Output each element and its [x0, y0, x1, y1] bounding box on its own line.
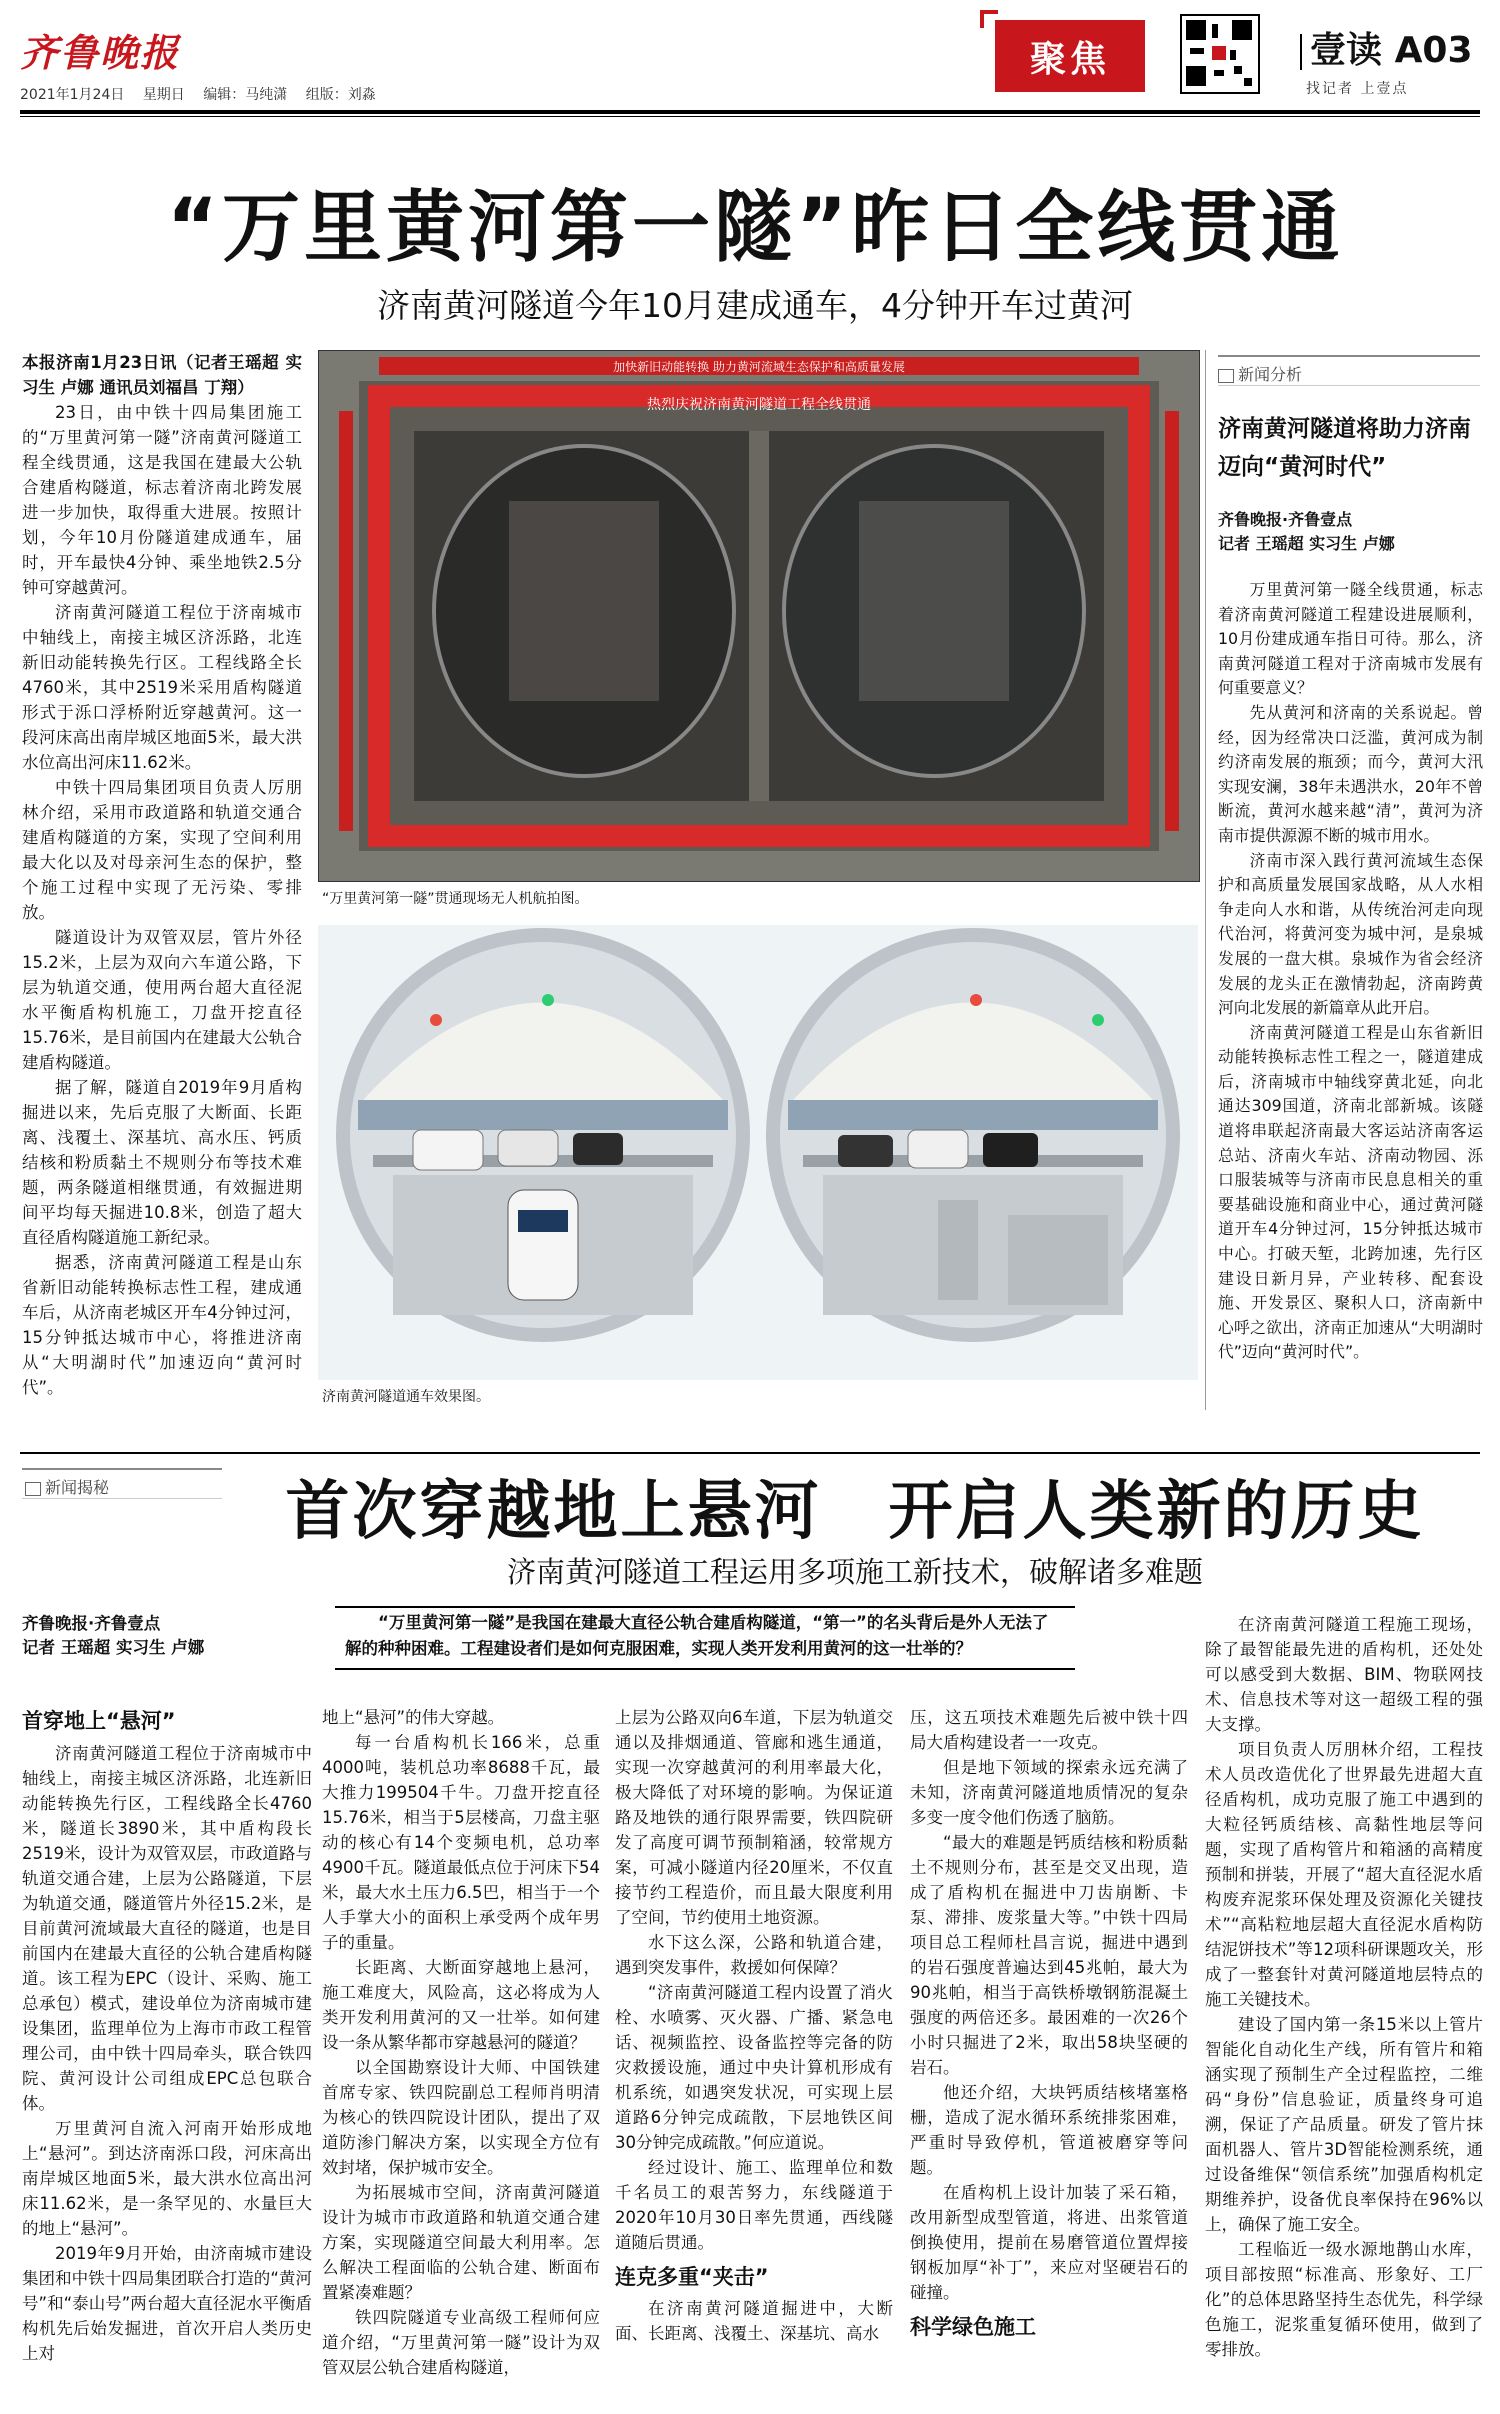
feature-paragraph: 2019年9月开始，由济南城市建设集团和中铁十四局集团联合打造的“黄河号”和“泰山号”两台超大直径泥水平衡盾构机先后始发掘进，首次开启人类历史上对 [22, 2244, 312, 2363]
feature-column-3 [615, 1705, 893, 2346]
banner-text: 加快新旧动能转换 助力黄河流域生态保护和高质量发展 [613, 360, 905, 374]
photo-caption: “万里黄河第一隧”贯通现场无人机航拍图。 [322, 891, 589, 907]
feature-paragraph: 压，这五项技术难题先后被中铁十四局大盾构建设者一一攻克。 [910, 1708, 1188, 1752]
article-paragraph: 济南黄河隧道工程位于济南城市中轴线上，南接主城区济泺路，北连新旧动能转换先行区。工程线路全长4760米，其中2519米采用盾构隧道形式于泺口浮桥附近穿越黄河。这一段河床高出南岸城区地面5米，最大洪水位高出河床11.62米。 [22, 603, 302, 772]
analysis-tag [1218, 362, 1302, 385]
feature-paragraph: “最大的难题是钙质结核和粉质黏土不规则分布，甚至是交叉出现，造成了盾构机在掘进中刀齿崩断、卡泵、滞排、废浆量大等。”中铁十四局项目总工程师杜昌言说，掘进中遇到的岩石强度普遍达到45兆帕，最大为90兆帕，相当于高铁桥墩钢筋混凝土强度的两倍还多。最困难的一次26个小时只掘进了2米，取出58块坚硬的岩石。 [910, 1833, 1188, 2077]
layout-credit: 组版：刘淼 [305, 87, 376, 103]
article-paragraph: 中铁十四局集团项目负责人厉朋林介绍，采用市政道路和轨道交通合建盾构隧道的方案，实现了空间利用最大化以及对母亲河生态的保护，整个施工过程中实现了无污染、零排放。 [22, 778, 302, 922]
photo-caption: 济南黄河隧道通车效果图。 [322, 1389, 490, 1405]
feature-paragraph: 济南黄河隧道工程位于济南城市中轴线上，南接主城区济泺路，北连新旧动能转换先行区，工程线路全长4760米，隧道长3890米，其中盾构段长2519米，设计为双管双层，市政道路与轨道交通合建，上层为公路隧道，下层为轨道交通，隧道管片外径15.2米，是目前黄河流域最大直径的隧道，也是目前国内在建最大直径的公轨合建盾构隧道。该工程为EPC（设计、采购、施工总承包）模式，建设单位为济南城市建设集团，监理单位为上海市市政工程管理公司，由中铁十四局牵头，联合铁四院、黄河设计公司组成EPC总包联合体。 [22, 1744, 312, 2113]
feature-headline: 首次穿越地上悬河 开启人类新的历史 [285, 1475, 1425, 1549]
feature-paragraph: 每一台盾构机长166米，总重4000吨，装机总功率8688千瓦，最大推力199504千牛。刀盘开挖直径15.76米，相当于5层楼高，刀盘主驱动的核心有14个变频电机，总功率4900千瓦。隧道最低点位于河床下54米，最大水土压力6.5巴，相当于一个人手掌大小的面积上承受两个成年男子的重量。 [322, 1733, 600, 1952]
feature-paragraph: 长距离、大断面穿越地上悬河，施工难度大，风险高，这必将成为人类开发利用黄河的又一壮举。如何建设一条从繁华都市穿越悬河的隧道？ [322, 1958, 600, 2052]
feature-subheadline: 济南黄河隧道工程运用多项施工新技术，破解诸多难题 [506, 1555, 1203, 1589]
feature-paragraph: 地上“悬河”的伟大穿越。 [322, 1708, 505, 1727]
article-dateline: 本报济南1月23日讯（记者王瑶超 实习生 卢娜 通讯员刘福昌 丁翔） [22, 353, 302, 397]
header-rule-thin [20, 116, 1480, 117]
dateline [20, 84, 390, 104]
feature-reporters: 记者 王瑶超 实习生 卢娜 [22, 1638, 205, 1657]
analysis-paragraph: 济南黄河隧道工程是山东省新旧动能转换标志性工程之一，隧道建成后，济南城市中轴线穿黄北延，向北通达309国道，济南北部新城。该隧道将串联起济南最大客运站济南客运总站、济南火车站、济南动物园、泺口服装城等与济南市民息息相关的重要基础设施和商业中心，通过黄河隧道开车4分钟过河，15分钟抵达城市中心。打破天堑，北跨加速，先行区建设日新月异，产业转移、配套设施、开发景区、聚积人口，济南新中心呼之欲出，济南正加速从“大明湖时代”迈向“黄河时代”。 [1218, 1022, 1483, 1362]
feature-paragraph: “济南黄河隧道工程内设置了消火栓、水喷雾、灭火器、广播、紧急电话、视频监控、设备监控等完备的防灾救援设施，通过中央计算机形成有机系统，如遇突发状况，可实现上层道路6分钟完成疏散，下层地铁区间30分钟完成疏散。”何应道说。 [615, 1983, 893, 2152]
analysis-text [1218, 578, 1483, 1365]
issue-weekday: 星期日 [142, 87, 185, 103]
feature-paragraph: 工程临近一级水源地鹊山水库，项目部按照“标准高、形象好、工厂化”的总体思路坚持生态优先，科学绿色施工，泥浆重复循环使用，做到了零排放。 [1205, 2240, 1483, 2359]
main-subheadline: 济南黄河隧道今年10月建成通车，4分钟开车过黄河 [377, 286, 1133, 325]
article-paragraph: 隧道设计为双管双层，管片外径15.2米，上层为双向六车道公路，下层为轨道交通，使用两台超大直径泥水平衡盾构机施工，刀盘开挖直径15.76米，是目前国内在建最大公轨合建盾构隧道。 [22, 928, 302, 1072]
analysis-paragraph: 济南市深入践行黄河流域生态保护和高质量发展国家战略，从人水相争走向人水和谐，从传统治河走向现代治河，将黄河变为城中河，是泉城发展的一盘大棋。泉城作为省会经济发展的龙头正在激情勃起，济南跨黄河向北发展的新篇章从此开启。 [1218, 850, 1483, 1018]
feature-paragraph: 以全国勘察设计大师、中国铁建首席专家、铁四院副总工程师肖明清为核心的铁四院设计团队，提出了双道防渗门解决方案，以实现全方位有效封堵，保护城市安全。 [322, 2058, 600, 2177]
newspaper-logo: 齐鲁晚报 [20, 30, 181, 75]
feature-paragraph: 水下这么深，公路和轨道合建，遇到突发事件，救援如何保障？ [615, 1933, 893, 1977]
feature-paragraph: 在盾构机上设计加装了采石箱，改用新型成型管道，将进、出浆管道倒换使用，提前在易磨管道位置焊接钢板加厚“补丁”，来应对坚硬岩石的碰撞。 [910, 2183, 1188, 2302]
feature-paragraph: 项目负责人厉朋林介绍，工程技术人员改造优化了世界最先进超大直径盾构机，成功克服了施工中遇到的大粒径钙质结核、高黏性地层等问题，实现了盾构管片和箱涵的高精度预制和拼装，开展了“超大直径泥水盾构废弃泥浆环保处理及资源化关键技术”“高粘粒地层超大直径泥水盾构防结泥饼技术”等12项科研课题攻关，形成了一整套针对黄河隧道地层特点的施工关键技术。 [1205, 1740, 1483, 2009]
page-number: A03 [1394, 30, 1473, 71]
analysis-reporters: 记者 王瑶超 实习生 卢娜 [1218, 534, 1395, 553]
feature-paragraph: 在济南黄河隧道掘进中，大断面、长距离、浅覆土、深基坑、高水 [615, 2299, 893, 2343]
analysis-paragraph: 先从黄河和济南的关系说起。曾经，因为经常决口泛滥，黄河成为制约济南发展的瓶颈；而今，黄河大汛实现安澜，38年未遇洪水，20年不曾断流，黄河水越来越“清”，黄河为济南市提供源源不断的城市用水。 [1218, 702, 1483, 845]
feature-paragraph: 为拓展城市空间，济南黄河隧道设计为城市市政道路和轨道交通合建方案，实现隧道空间最大利用率。怎么解决工程面临的公轨合建、断面布置紧凑难题？ [322, 2183, 600, 2302]
feature-byline [22, 1612, 204, 1660]
feature-paragraph: 上层为公路双向6车道，下层为轨道交通以及排烟通道、管廊和逃生通道，实现一次穿越黄河的利用率最大化，极大降低了对环境的影响。为保证道路及地铁的通行限界需要，铁四院研发了高度可调节预制箱涵，较常规方案，可减小隧道内径20厘米，不仅直接节约工程造价，而且最大限度利用了空间，节约使用土地资源。 [615, 1708, 893, 1927]
aerial-photo [318, 350, 1200, 882]
analysis-source: 齐鲁晚报·齐鲁壹点 [1218, 510, 1353, 529]
analysis-title: 济南黄河隧道将助力济南迈向“黄河时代” [1218, 416, 1471, 480]
main-headline: “万里黄河第一隧”昨日全线贯通 [166, 183, 1344, 273]
feature-paragraph: 铁四院隧道专业高级工程师何应道介绍，“万里黄河第一隧”设计为双管双层公轨合建盾构隧道， [322, 2308, 600, 2377]
header-rule [20, 110, 1480, 114]
feature-paragraph: 经过设计、施工、监理单位和数千名员工的艰苦努力，东线隧道于2020年10月30日率先贯通，西线隧道随后贯通。 [615, 2158, 893, 2252]
feature-column-2 [322, 1705, 600, 2380]
section-label: 聚焦 [995, 20, 1145, 92]
page-header [1300, 22, 1473, 73]
section-heading: 连克多重“夹击” [615, 2265, 769, 2289]
analysis-tag-label: 新闻分析 [1238, 365, 1303, 384]
newspaper-icon [25, 1482, 41, 1496]
feature-paragraph: 建设了国内第一条15米以上管片智能化自动化生产线，所有管片和箱涵实现了预制生产全过程监控，二维码“身份”信息验证，质量终身可追溯，保证了产品质量。研发了管片抹面机器人、管片3D智能检测系统，通过设备维保“领信系统”加强盾构机定期维养护，设备优良率保持在96%以上，确保了施工安全。 [1205, 2015, 1483, 2234]
feature-source: 齐鲁晚报·齐鲁壹点 [22, 1614, 161, 1633]
section-divider [20, 1452, 1480, 1454]
article-paragraph: 据悉，济南黄河隧道工程是山东省新旧动能转换标志性工程，建成通车后，从济南老城区开车4分钟过河，15分钟抵达城市中心，将推进济南从“大明湖时代”加速迈向“黄河时代”。 [22, 1253, 302, 1397]
editor-credit: 编辑：马纯潇 [203, 87, 288, 103]
article-paragraph: 据了解，隧道自2019年9月盾构掘进以来，先后克服了大断面、长距离、浅覆土、深基坑、高水压、钙质结核和粉质黏土不规则分布等技术难题，两条隧道相继贯通，有效掘进期间平均每天掘进10.8米，创造了超大直径盾构隧道施工新纪录。 [22, 1078, 302, 1247]
analysis-byline [1218, 508, 1395, 556]
banner-text: 热烈庆祝济南黄河隧道工程全线贯通 [647, 397, 871, 413]
section-heading: 科学绿色施工 [910, 2315, 1036, 2339]
page-label: 壹读 [1310, 30, 1383, 71]
feature-column-5 [1205, 1612, 1483, 2362]
feature-paragraph: 在济南黄河隧道工程施工现场，除了最智能最先进的盾构机，还处处可以感受到大数据、BIM、物联网技术、信息技术等对这一超级工程的强大支撑。 [1205, 1615, 1483, 1734]
feature-tag-label: 新闻揭秘 [45, 1478, 110, 1497]
article-main-text [22, 350, 302, 1400]
tunnel-rendering [318, 925, 1198, 1380]
section-heading: 首穿地上“悬河” [22, 1709, 176, 1733]
feature-lead: “万里黄河第一隧”是我国在建最大直径公轨合建盾构隧道，“第一”的名头背后是外人无法了解的种种困难。工程建设者们是如何克服困难，实现人类开发利用黄河的这一壮举的？ [345, 1613, 1049, 1658]
feature-tag [25, 1475, 109, 1498]
feature-paragraph: 但是地下领域的探索永远充满了未知，济南黄河隧道地质情况的复杂多变一度令他们伤透了脑筋。 [910, 1758, 1188, 1827]
issue-date: 2021年1月24日 [20, 87, 125, 103]
column-divider [1205, 350, 1206, 1410]
analysis-paragraph: 万里黄河第一隧全线贯通，标志着济南黄河隧道工程建设进展顺利，10月份建成通车指日可待。那么，济南黄河隧道工程对于济南城市发展有何重要意义？ [1218, 580, 1483, 698]
feature-column-1 [22, 1705, 312, 2366]
article-paragraph: 23日，由中铁十四局集团施工的“万里黄河第一隧”济南黄河隧道工程全线贯通，这是我国在建最大公轨合建盾构隧道，标志着济南北跨发展进一步加快，取得重大进展。按照计划，今年10月份隧道建成通车，届时，开车最快4分钟、乘坐地铁2.5分钟可穿越黄河。 [22, 403, 302, 597]
qr-code-icon [1180, 14, 1260, 94]
feature-paragraph: 他还介绍，大块钙质结核堵塞格栅，造成了泥水循环系统排浆困难，严重时导致停机，管道被磨穿等问题。 [910, 2083, 1188, 2177]
page-subtitle: 找记者 上壹点 [1306, 81, 1409, 97]
feature-paragraph: 万里黄河自流入河南开始形成地上“悬河”。到达济南泺口段，河床高出南岸城区地面5米，最大洪水位高出河床11.62米，是一条罕见的、水量巨大的地上“悬河”。 [22, 2119, 312, 2238]
feature-column-4 [910, 1705, 1188, 2340]
newspaper-icon [1218, 369, 1234, 383]
